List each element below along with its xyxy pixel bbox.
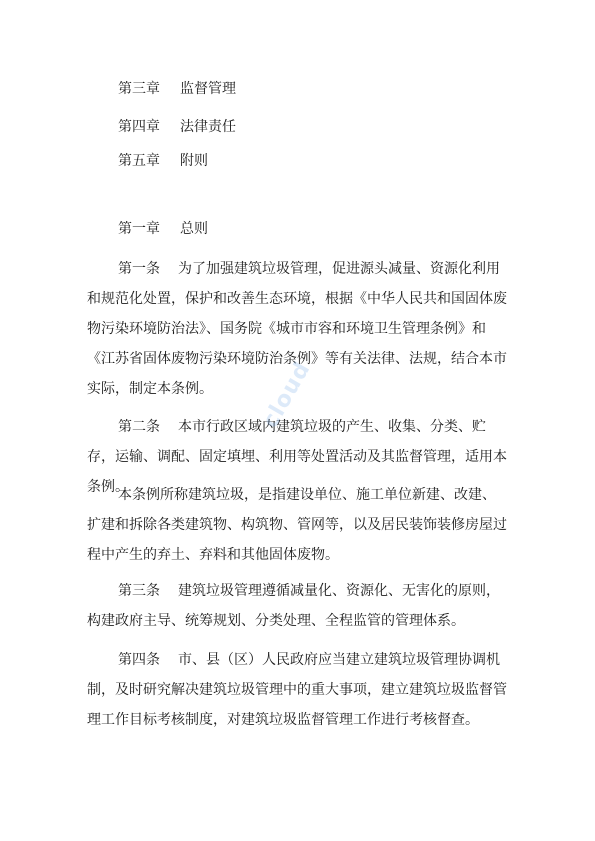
toc-chapter-number: 第五章 [118, 153, 160, 169]
article-text: 为了加强建筑垃圾管理，促进源头减量、资源化利用和规范化处置，保护和改善生态环境，根据《中华人民共和国固体废物污染环境防治法》、国务院《城市市容和环境卫生管理条例》和《江苏省固体废物污染环境防治条例》等有关法律、法规，结合本市实际，制定本条例。 [87, 261, 507, 397]
toc-item-chapter-5 [118, 152, 208, 170]
article-label: 第一条 [118, 261, 160, 277]
article-text: 市、县（区）人民政府应当建立建筑垃圾管理协调机制，及时研究解决建筑垃圾管理中的重大事项，建立建筑垃圾监督管理工作目标考核制度，对建筑垃圾监督管理工作进行考核督查。 [87, 652, 507, 728]
chapter-title: 总则 [180, 221, 208, 237]
toc-item-chapter-4 [118, 118, 236, 136]
chapter-heading [118, 220, 208, 238]
toc-chapter-title: 附则 [180, 153, 208, 169]
article-4 [87, 645, 507, 735]
article-label: 第三条 [118, 583, 160, 599]
watermark-logo: cloud [258, 357, 316, 433]
toc-chapter-number: 第四章 [118, 119, 160, 135]
toc-chapter-title: 监督管理 [180, 81, 236, 97]
article-label: 第二条 [118, 419, 160, 435]
article-2-paragraph-2 [87, 480, 507, 570]
article-text: 本条例所称建筑垃圾，是指建设单位、施工单位新建、改建、扩建和拆除各类建筑物、构筑物、管网等，以及居民装饰装修房屋过程中产生的弃土、弃料和其他固体废物。 [87, 487, 507, 563]
chapter-number: 第一章 [118, 221, 160, 237]
article-label: 第四条 [118, 652, 160, 668]
toc-chapter-number: 第三章 [118, 81, 160, 97]
toc-item-chapter-3 [118, 80, 236, 98]
toc-chapter-title: 法律责任 [180, 119, 236, 135]
article-text: 本市行政区域内建筑垃圾的产生、收集、分类、贮存，运输、调配、固定填埋、利用等处置活动及其监督管理，适用本条例。 [87, 419, 507, 495]
article-text: 建筑垃圾管理遵循减量化、资源化、无害化的原则，构建政府主导、统筹规划、分类处理、全程监管的管理体系。 [87, 583, 500, 629]
article-3 [87, 576, 507, 636]
